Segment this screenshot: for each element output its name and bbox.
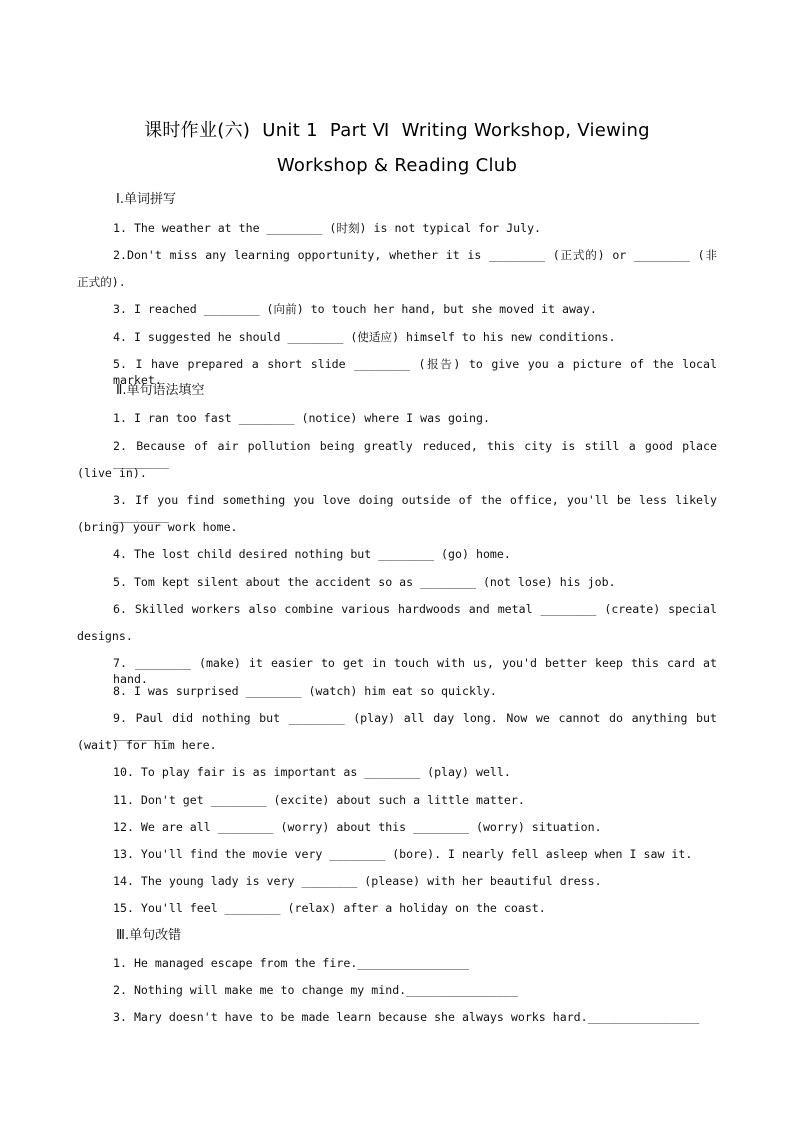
exercise-line: 2. Because of air pollution being greatly reduced, this city is still a good place ________ xyxy=(113,439,717,469)
section-heading-2: Ⅱ.单句语法填空 xyxy=(116,383,205,398)
exercise-line: 3. I reached ________ (向前) to touch her hand, but she moved it away. xyxy=(113,302,597,316)
exercise-line: 8. I was surprised ________ (watch) him eat so quickly. xyxy=(113,684,497,698)
exercise-line: 1. I ran too fast ________ (notice) where I was going. xyxy=(113,411,490,425)
exercise-line: 2.Don't miss any learning opportunity, whether it is ________ (正式的) or ________ (非 xyxy=(113,248,717,262)
exercise-line: 9. Paul did nothing but ________ (play) all day long. Now we cannot do anything but ________ xyxy=(113,711,717,741)
exercise-line-continued: (bring) your work home. xyxy=(77,520,238,534)
exercise-line: 1. He managed escape from the fire.________________ xyxy=(113,956,469,970)
exercise-line: 4. The lost child desired nothing but ________ (go) home. xyxy=(113,547,511,561)
exercise-line: 10. To play fair is as important as ________ (play) well. xyxy=(113,765,511,779)
exercise-line: 7. ________ (make) it easier to get in touch with us, you'd better keep this card at hand. xyxy=(113,656,717,686)
exercise-line-continued: 正式的). xyxy=(77,275,126,289)
section-heading-1: Ⅰ.单词拼写 xyxy=(116,192,176,207)
exercise-line: 2. Nothing will make me to change my mind.________________ xyxy=(113,983,518,997)
exercise-line: 3. Mary doesn't have to be made learn because she always works hard.________________ xyxy=(113,1010,700,1024)
exercise-line: 12. We are all ________ (worry) about this ________ (worry) situation. xyxy=(113,820,602,834)
exercise-line: 5. Tom kept silent about the accident so as ________ (not lose) his job. xyxy=(113,575,616,589)
exercise-line: 15. You'll feel ________ (relax) after a holiday on the coast. xyxy=(113,901,546,915)
exercise-line-continued: (wait) for him here. xyxy=(77,738,217,752)
exercise-line: 14. The young lady is very ________ (please) with her beautiful dress. xyxy=(113,874,602,888)
title-line-1: 课时作业(六) Unit 1 Part Ⅵ Writing Workshop, Viewing xyxy=(144,120,650,141)
exercise-line: 3. If you find something you love doing outside of the office, you'll be less likely ________ xyxy=(113,493,717,523)
exercise-line: 4. I suggested he should ________ (使适应) himself to his new conditions. xyxy=(113,330,616,344)
title-line-2: Workshop & Reading Club xyxy=(276,155,518,176)
exercise-line: 1. The weather at the ________ (时刻) is not typical for July. xyxy=(113,221,542,235)
exercise-line: 6. Skilled workers also combine various hardwoods and metal ________ (create) special xyxy=(113,602,717,616)
exercise-line: 11. Don't get ________ (excite) about such a little matter. xyxy=(113,793,525,807)
exercise-line: 13. You'll find the movie very ________ (bore). I nearly fell asleep when I saw it. xyxy=(113,847,693,861)
section-heading-3: Ⅲ.单句改错 xyxy=(116,928,182,943)
exercise-line: 5. I have prepared a short slide ________ (报告) to give you a picture of the local market. xyxy=(113,357,717,387)
exercise-line-continued: designs. xyxy=(77,629,133,643)
exercise-line-continued: (live in). xyxy=(77,466,147,480)
